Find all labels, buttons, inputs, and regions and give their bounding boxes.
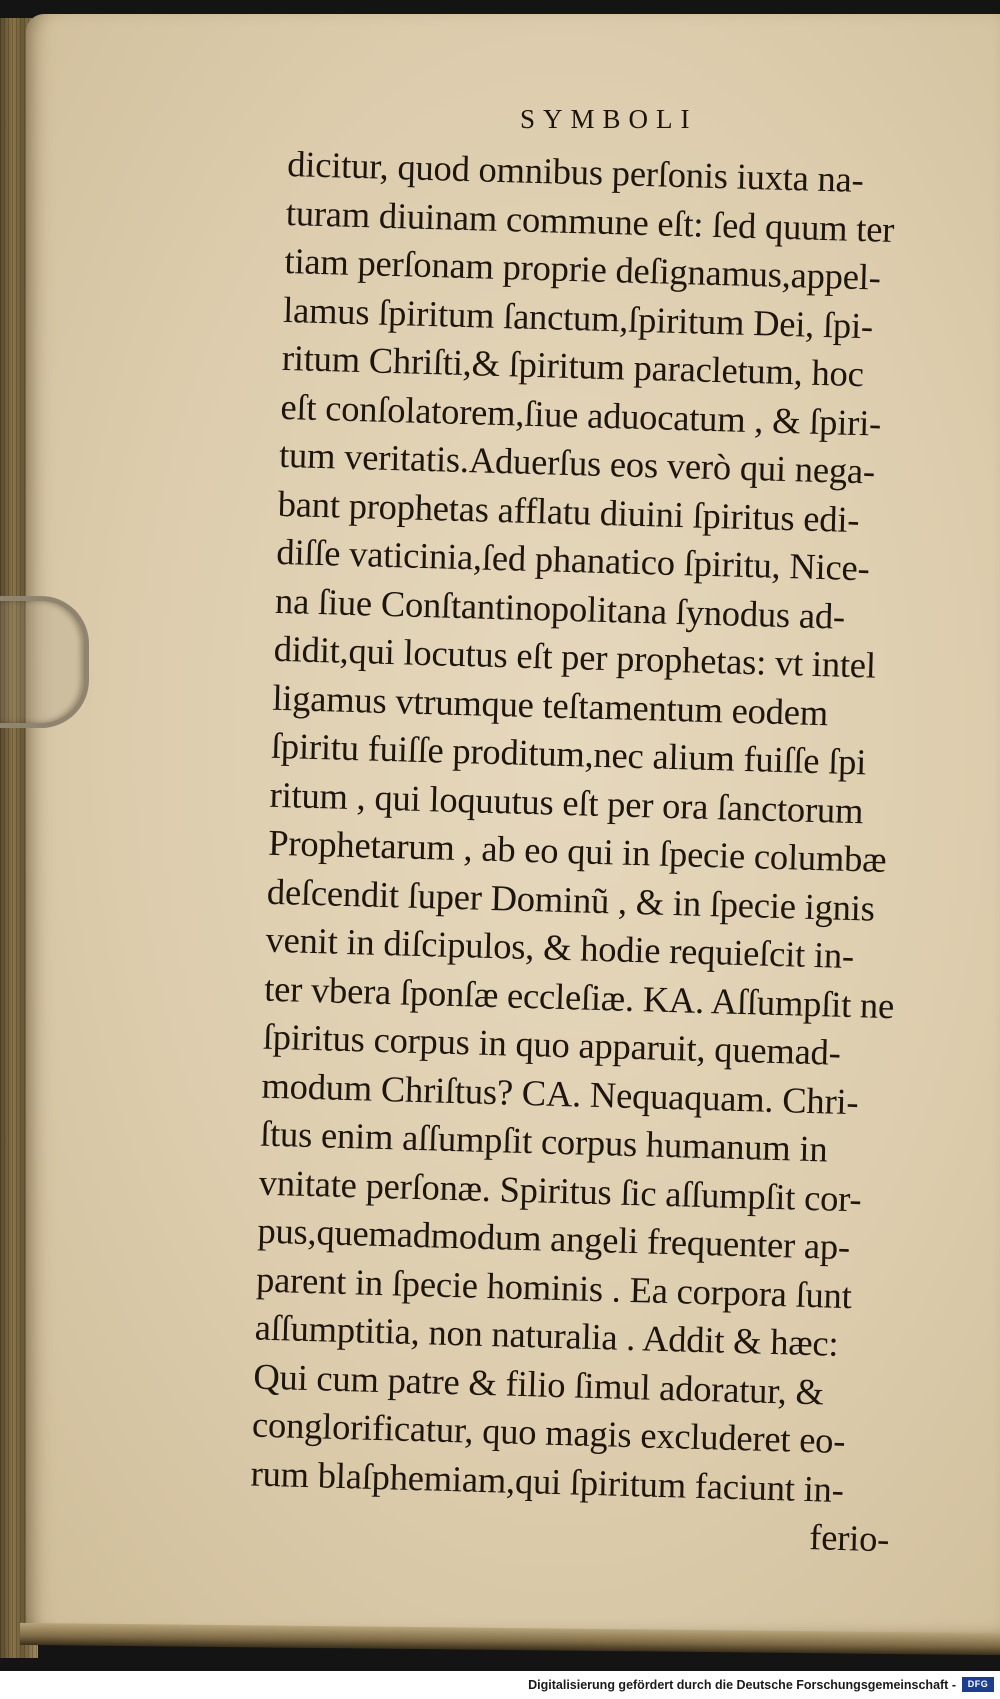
- text-line: tiam perſonam proprie deſignamus,appel-: [284, 239, 882, 298]
- text-line: Prophetarum , ab eo qui in ſpecie columbæ: [267, 821, 887, 880]
- text-line: venit in diſcipulos, & hodie requieſcit in-: [265, 918, 855, 977]
- catchword: ferio-: [808, 1516, 890, 1560]
- text-line: turam diuinam commune eſt: ſed quum ter: [285, 191, 895, 250]
- text-line: lamus ſpiritum ſanctum,ſpiritum Dei, ſpi-: [282, 288, 874, 346]
- text-line: ligamus vtrumque teſtamentum eodem: [271, 676, 829, 733]
- footer-bar: [0, 1671, 1000, 1699]
- running-head: SYMBOLI: [520, 104, 698, 134]
- text-line: conglorificatur, quo magis excluderet eo-: [251, 1403, 846, 1462]
- footer-credit: Digitalisierung gefördert durch die Deutsche Forschungsgemeinschaft -: [528, 1678, 956, 1692]
- text-line: vnitate perſonæ. Spiritus ſic aſſumpſit cor-: [258, 1161, 863, 1219]
- text-line: ſtus enim aſſumpſit corpus humanum in: [259, 1112, 829, 1170]
- text-line: Qui cum patre & filio ſimul adoratur, &: [252, 1355, 825, 1412]
- text-line: modum Chriſtus? CA. Nequaquam. Chri-: [261, 1064, 859, 1122]
- text-line: pus,quemadmodum angeli frequenter ap-: [256, 1209, 851, 1268]
- text-line: diſſe vaticinia,ſed phanatico ſpiritu, Nice-: [275, 530, 871, 589]
- text-line: ritum , qui loquutus eſt per ora ſanctorum: [269, 773, 864, 831]
- text-line: parent in ſpecie hominis . Ea corpora ſunt: [255, 1258, 853, 1316]
- text-line: didit,qui locutus eſt per prophetas: vt intel: [273, 627, 877, 686]
- text-line: ritum Chriſti,& ſpiritum paracletum, hoc: [281, 336, 865, 395]
- text-line: tum veritatis.Aduerſus eos verò qui nega-: [278, 433, 876, 492]
- text-line: na ſiue Conſtantinopolitana ſynodus ad-: [274, 579, 846, 637]
- text-line: dicitur, quod omnibus perſonis iuxta na-: [286, 142, 865, 201]
- text-line: bant prophetas afflatu diuini ſpiritus edi-: [277, 482, 860, 540]
- text-line: deſcendit ſuper Dominũ , & in ſpecie ignis: [266, 870, 876, 929]
- text-line: eſt conſolatorem,ſiue aduocatum , & ſpiri-: [280, 385, 882, 444]
- text-block: [249, 140, 938, 1564]
- text-line: rum blaſphemiam,qui ſpiritum faciunt in-: [250, 1451, 845, 1510]
- dfg-logo-icon: DFG: [962, 1677, 994, 1692]
- text-line: ſpiritus corpus in quo apparuit, quemad-: [262, 1015, 842, 1073]
- book-clasp: [0, 596, 89, 728]
- text-line: ter vbera ſponſæ eccleſiæ. KA. Aſſumpſit ne: [263, 967, 895, 1026]
- text-line: ſpiritu fuiſſe proditum,nec alium fuiſſe ſpi: [270, 724, 867, 783]
- text-line: aſſumptitia, non naturalia . Addit & hæc:: [254, 1306, 840, 1364]
